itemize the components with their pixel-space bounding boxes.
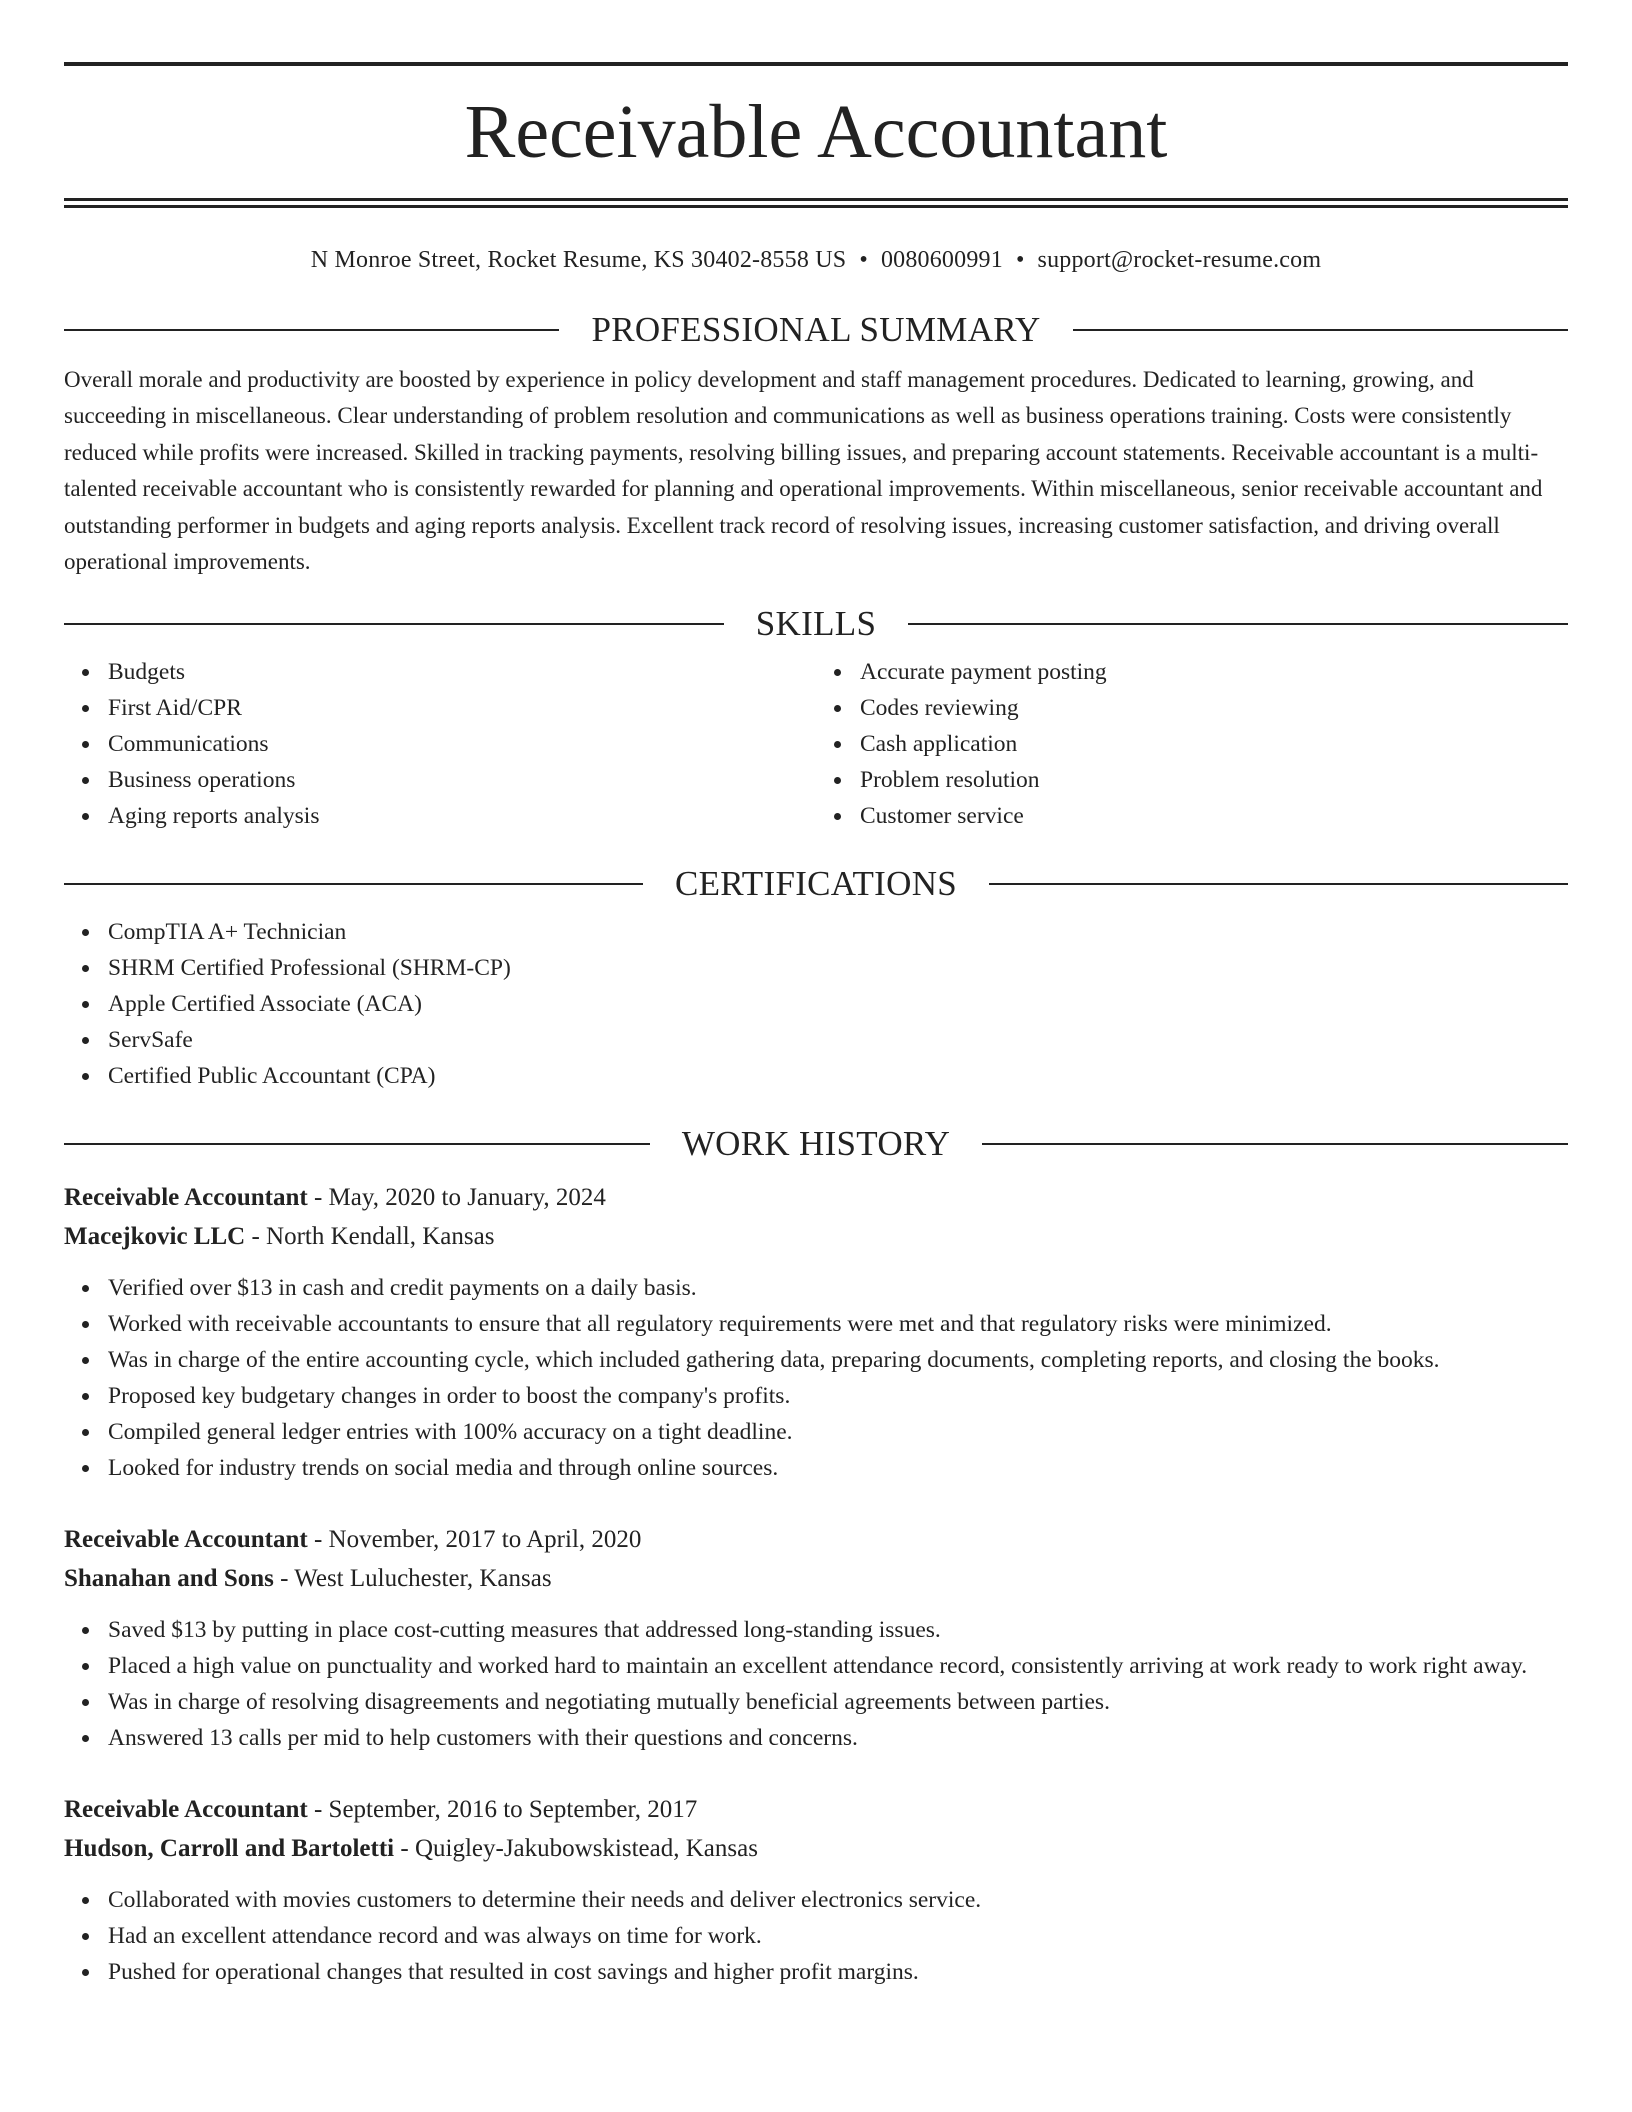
summary-heading: PROFESSIONAL SUMMARY <box>591 310 1041 349</box>
section-rule-left <box>64 883 643 885</box>
job-dates: - September, 2016 to September, 2017 <box>307 1796 698 1824</box>
title-double-rule <box>64 198 1568 208</box>
job-location: - North Kendall, Kansas <box>245 1223 495 1251</box>
section-rule-right <box>989 883 1568 885</box>
contact-email: support@rocket-resume.com <box>1037 247 1322 273</box>
skill-item: Business operations <box>108 762 816 798</box>
section-rule-left <box>64 623 724 625</box>
job-title: Receivable Accountant <box>64 1526 308 1554</box>
skill-item: Problem resolution <box>860 762 1568 798</box>
job-entry <box>64 1520 1568 1756</box>
job-bullet: Worked with receivable accountants to ensure that all regulatory requirements were met and that regulatory risks were minimized. <box>108 1306 1568 1342</box>
job-bullet: Saved $13 by putting in place cost-cutting measures that addressed long-standing issues. <box>108 1612 1568 1648</box>
skills-list-left <box>64 654 816 834</box>
job-bullet: Proposed key budgetary changes in order to boost the company's profits. <box>108 1378 1568 1414</box>
section-rule-right <box>1073 329 1568 331</box>
job-bullet: Looked for industry trends on social media and through online sources. <box>108 1450 1568 1486</box>
skill-item: Communications <box>108 726 816 762</box>
skill-item: First Aid/CPR <box>108 690 816 726</box>
job-bullet: Verified over $13 in cash and credit payments on a daily basis. <box>108 1270 1568 1306</box>
certifications-list <box>64 914 1568 1094</box>
skill-item: Cash application <box>860 726 1568 762</box>
skills-heading: SKILLS <box>755 604 877 644</box>
work-history-section-header <box>64 1124 1568 1164</box>
job-dates: - May, 2020 to January, 2024 <box>307 1184 606 1212</box>
certification-item: Certified Public Accountant (CPA) <box>108 1058 1568 1094</box>
contact-address: N Monroe Street, Rocket Resume, KS 30402-8558 US <box>310 247 847 273</box>
job-entry <box>64 1790 1568 1990</box>
skills-list-right <box>816 654 1568 834</box>
job-title-line <box>64 1178 1568 1217</box>
certification-item: SHRM Certified Professional (SHRM-CP) <box>108 950 1568 986</box>
skills-columns <box>64 654 1568 834</box>
skill-item: Accurate payment posting <box>860 654 1568 690</box>
skill-item: Budgets <box>108 654 816 690</box>
skill-item: Codes reviewing <box>860 690 1568 726</box>
job-location: - Quigley-Jakubowskistead, Kansas <box>394 1835 758 1863</box>
job-company: Hudson, Carroll and Bartoletti <box>64 1835 395 1863</box>
job-bullet: Collaborated with movies customers to determine their needs and deliver electronics service. <box>108 1882 1568 1918</box>
summary-text: Overall morale and productivity are boosted by experience in policy development and staff management procedures. Dedicated to learning, growing, and succeeding in miscellaneous. Clear understanding of problem resolution and communications as well as business operations training. Costs were consistently reduced while profits were increased. Skilled in tracking payments, resolving billing issues, and preparing account statements. Receivable accountant is a multi-talented receivable accountant who is consistently rewarded for planning and operational improvements. Within miscellaneous, senior receivable accountant and outstanding performer in budgets and aging reports analysis. Excellent track record of resolving issues, increasing customer satisfaction, and driving overall operational improvements. <box>64 367 1543 575</box>
job-bullet: Was in charge of the entire accounting cycle, which included gathering data, preparing documents, completing reports, and closing the books. <box>108 1342 1568 1378</box>
work-history-heading: WORK HISTORY <box>681 1124 951 1164</box>
job-bullet: Had an excellent attendance record and was always on time for work. <box>108 1918 1568 1954</box>
contact-line <box>64 244 1568 276</box>
section-rule-left <box>64 1143 650 1145</box>
job-bullet: Answered 13 calls per mid to help customers with their questions and concerns. <box>108 1720 1568 1756</box>
resume-title: Receivable Accountant <box>464 90 1168 174</box>
job-company: Shanahan and Sons <box>64 1565 274 1593</box>
section-rule-right <box>908 623 1568 625</box>
section-rule-left <box>64 329 559 331</box>
job-bullet: Placed a high value on punctuality and worked hard to maintain an excellent attendance record, consistently arriving at work ready to work right away. <box>108 1648 1568 1684</box>
job-company: Macejkovic LLC <box>64 1223 246 1251</box>
job-bullets <box>64 1612 1568 1756</box>
job-location: - West Luluchester, Kansas <box>273 1565 552 1593</box>
job-company-line <box>64 1217 1568 1256</box>
top-rule <box>64 62 1568 66</box>
section-rule-right <box>982 1143 1568 1145</box>
certification-item: CompTIA A+ Technician <box>108 914 1568 950</box>
job-dates: - November, 2017 to April, 2020 <box>307 1526 642 1554</box>
certification-item: ServSafe <box>108 1022 1568 1058</box>
job-bullets <box>64 1882 1568 1990</box>
certifications-heading: CERTIFICATIONS <box>674 864 958 904</box>
certifications-section-header <box>64 864 1568 904</box>
certification-item: Apple Certified Associate (ACA) <box>108 986 1568 1022</box>
skill-item: Aging reports analysis <box>108 798 816 834</box>
job-bullets <box>64 1270 1568 1486</box>
contact-phone: 0080600991 <box>880 247 1003 273</box>
job-title: Receivable Accountant <box>64 1184 308 1212</box>
skill-item: Customer service <box>860 798 1568 834</box>
job-company-line <box>64 1829 1568 1868</box>
job-entry <box>64 1178 1568 1486</box>
job-title: Receivable Accountant <box>64 1796 308 1824</box>
skills-section-header <box>64 604 1568 644</box>
job-bullet: Was in charge of resolving disagreements and negotiating mutually beneficial agreements between parties. <box>108 1684 1568 1720</box>
job-company-line <box>64 1559 1568 1598</box>
job-bullet: Compiled general ledger entries with 100% accuracy on a tight deadline. <box>108 1414 1568 1450</box>
contact-separator: • <box>1015 247 1025 273</box>
job-title-line <box>64 1520 1568 1559</box>
job-bullet: Pushed for operational changes that resulted in cost savings and higher profit margins. <box>108 1954 1568 1990</box>
job-title-line <box>64 1790 1568 1829</box>
contact-separator: • <box>859 247 868 273</box>
summary-section-header <box>64 310 1568 350</box>
